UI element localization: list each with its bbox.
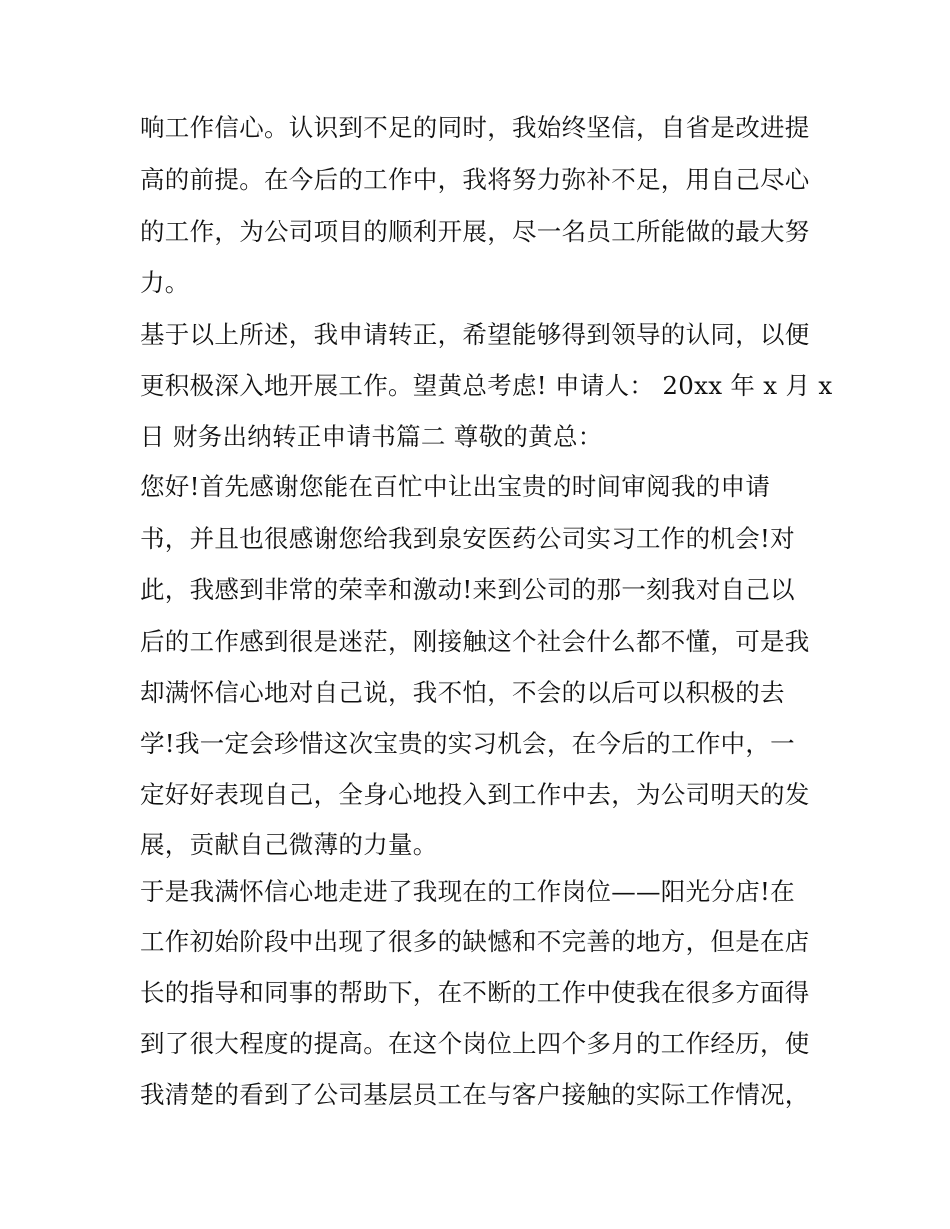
text-line: 日 财务出纳转正申请书篇二 尊敬的黄总： [140,422,603,451]
text-line: 书，并且也很感谢您给我到泉安医药公司实习工作的机会!对 [140,524,795,553]
text-line: 于是我满怀信心地走进了我现在的工作岗位——阳光分店!在 [140,877,795,906]
text-line: 长的指导和同事的帮助下，在不断的工作中使我在很多方面得 [140,978,810,1007]
text-line: 您好!首先感谢您能在百忙中让出宝贵的时间审阅我的申请 [140,472,771,501]
text-line: 学!我一定会珍惜这次宝贵的实习机会，在今后的工作中，一 [140,729,795,758]
text-line: 工作初始阶段中出现了很多的缺憾和不完善的地方，但是在店 [140,927,810,956]
text-line: 定好好表现自己，全身心地投入到工作中去，为公司明天的发 [140,780,810,809]
text-line: 基于以上所述，我申请转正，希望能够得到领导的认同，以便 [140,320,810,349]
text-line: 展，贡献自己微薄的力量。 [140,830,438,859]
text-line: 的工作，为公司项目的顺利开展，尽一名员工所能做的最大努 [140,217,810,246]
text-line: 我清楚的看到了公司基层员工在与客户接触的实际工作情况， [140,1080,810,1109]
text-line: 却满怀信心地对自己说，我不怕，不会的以后可以积极的去 [140,678,785,707]
text-line: 后的工作感到很是迷茫，刚接触这个社会什么都不懂，可是我 [140,627,810,656]
text-line: 更积极深入地开展工作。望黄总考虑! 申请人： 20xx 年 x 月 x [140,371,833,400]
text-line: 力。 [140,268,190,297]
text-line: 此，我感到非常的荣幸和激动!来到公司的那一刻我对自己以 [140,575,795,604]
text-line: 到了很大程度的提高。在这个岗位上四个多月的工作经历，使 [140,1029,810,1058]
text-line: 高的前提。在今后的工作中，我将努力弥补不足，用自己尽心 [140,165,810,194]
text-line: 响工作信心。认识到不足的同时，我始终坚信，自省是改进提 [140,113,810,142]
